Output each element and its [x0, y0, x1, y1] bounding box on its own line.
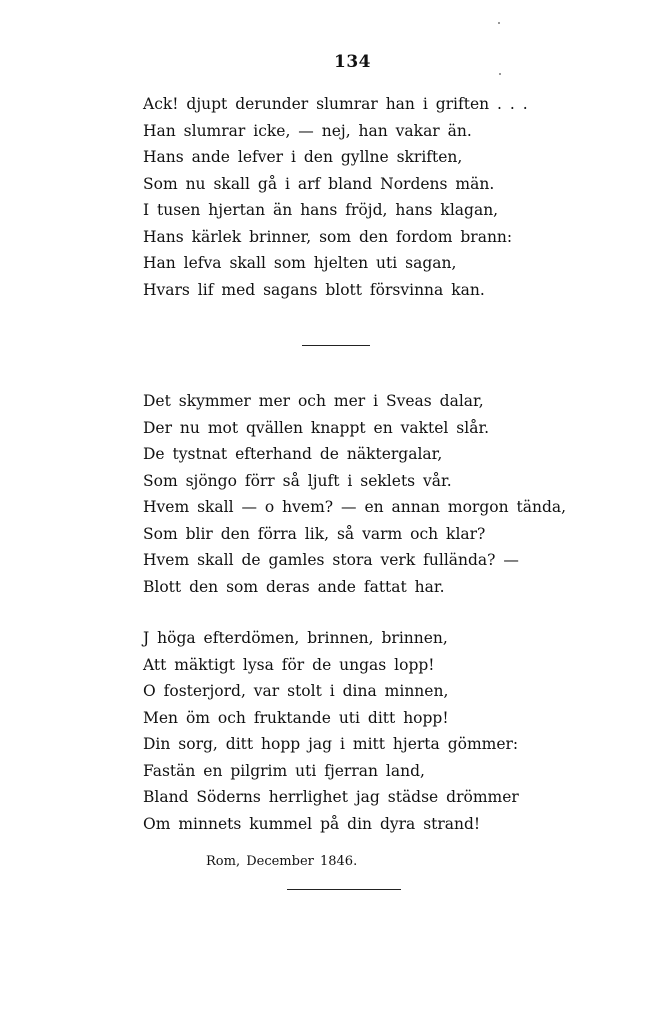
section-divider: [302, 345, 370, 346]
poem-line: Han lefva skall som hjelten uti sagan,: [143, 254, 457, 272]
poem-stanza-2: [143, 388, 566, 600]
paper-speck: [499, 73, 501, 75]
poem-stanza-3: [143, 625, 519, 837]
poem-line: Men öm och fruktande uti ditt hopp!: [143, 708, 449, 727]
poem-line: Att mäktigt lysa för de ungas lopp!: [143, 655, 435, 674]
poem-line: Hvem skall de gamles stora verk fullända? —: [143, 551, 519, 569]
poem-line: I tusen hjertan än hans fröjd, hans klagan,: [143, 201, 499, 219]
poem-line: Hvem skall — o hvem? — en annan morgon tända,: [143, 498, 567, 516]
poem-line: Fastän en pilgrim uti fjerran land,: [143, 761, 425, 780]
poem-line: Han slumrar icke, — nej, han vakar än.: [143, 121, 472, 140]
poem-line: Som sjöngo förr så ljuft i seklets vår.: [143, 471, 452, 490]
poem-line: Bland Söderns herrlighet jag städse drömmer: [143, 788, 519, 806]
poem-stanza-1: [143, 91, 528, 303]
poem-line: De tystnat efterhand de näktergalar,: [143, 445, 443, 463]
poem-line: J höga efterdömen, brinnen, brinnen,: [143, 629, 448, 647]
poem-line: Der nu mot qvällen knappt en vaktel slår.: [143, 418, 490, 437]
poem-line: Hans ande lefver i den gyllne skriften,: [143, 148, 463, 166]
poem-line: Det skymmer mer och mer i Sveas dalar,: [143, 392, 484, 410]
poem-line: Din sorg, ditt hopp jag i mitt hjerta gömmer:: [143, 735, 519, 753]
poem-line: O fosterjord, var stolt i dina minnen,: [143, 682, 449, 700]
end-divider: [287, 889, 401, 890]
poem-line: Blott den som deras ande fattat har.: [143, 577, 445, 596]
poem-line: Om minnets kummel på din dyra strand!: [143, 814, 481, 833]
poem-line: Ack! djupt derunder slumrar han i griften . . .: [143, 95, 528, 113]
dateline: Rom, December 1846.: [206, 854, 358, 869]
poem-line: Som nu skall gå i arf bland Nordens män.: [143, 174, 495, 193]
paper-speck: [498, 22, 500, 24]
poem-line: Som blir den förra lik, så varm och klar?: [143, 524, 486, 543]
page-number: 134: [334, 52, 371, 72]
poem-line: Hans kärlek brinner, som den fordom brann:: [143, 227, 513, 246]
poem-line: Hvars lif med sagans blott försvinna kan.: [143, 280, 485, 299]
